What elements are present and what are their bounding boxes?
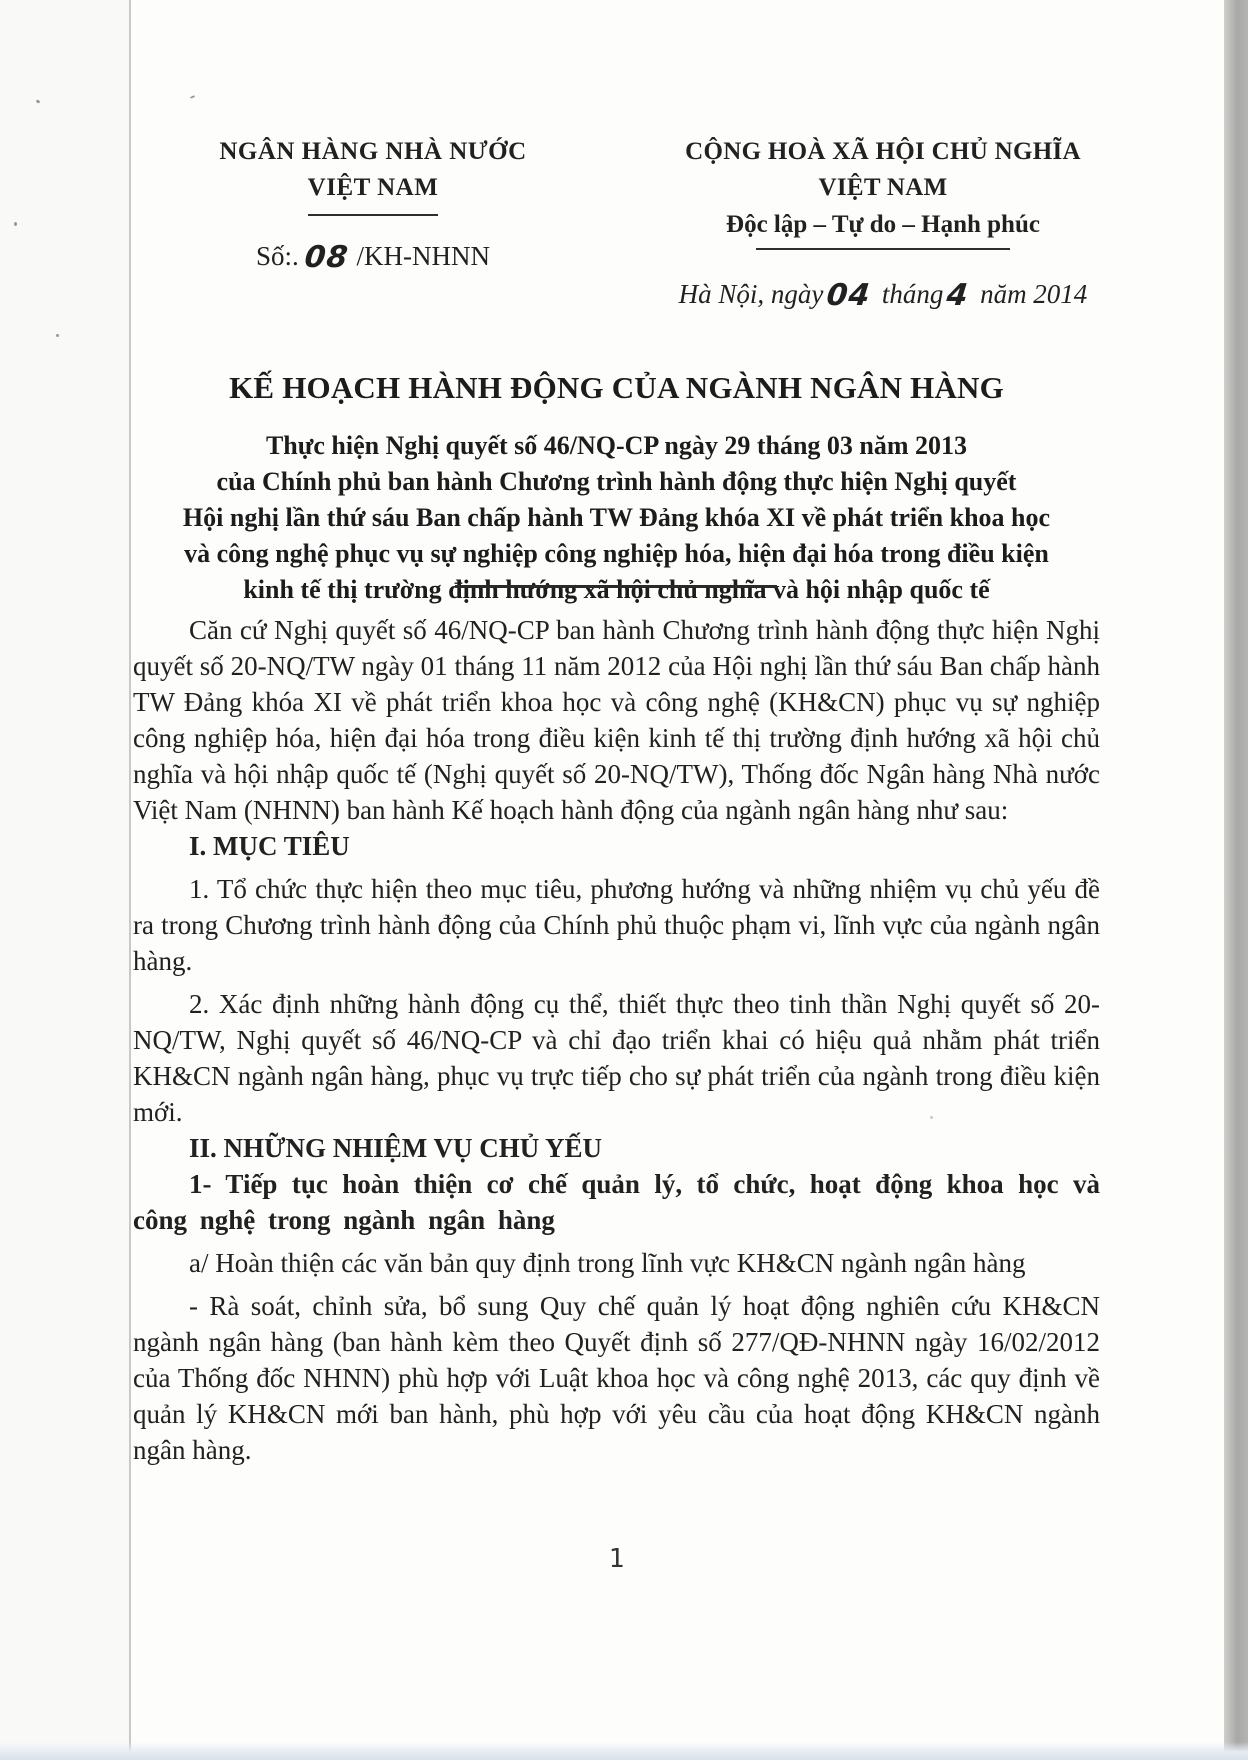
subtitle-line: Hội nghị lần thứ sáu Ban chấp hành TW Đảng khóa XI về phát triển khoa học: [182, 503, 1051, 532]
scan-speck: [56, 334, 59, 337]
subtitle-line: kinh tế thị trường định hướng xã hội chủ nghĩa và hội nhập quốc tế: [243, 575, 990, 604]
motto-underline: [756, 248, 1010, 250]
subtitle-line: và công nghệ phục vụ sự nghiệp công nghiệp hóa, hiện đại hóa trong điều kiện: [184, 539, 1049, 568]
date-month-label: tháng: [881, 279, 944, 309]
document-title: KẾ HOẠCH HÀNH ĐỘNG CỦA NGÀNH NGÂN HÀNG: [229, 370, 1004, 405]
section-heading-ii: II. NHỮNG NHIỆM VỤ CHỦ YẾU: [189, 1133, 603, 1163]
agency-name-line2: VIỆT NAM: [307, 174, 439, 201]
body-paragraph: Căn cứ Nghị quyết số 46/NQ-CP ban hành Chương trình hành động thực hiện Nghị quyết số 20-NQ/TW ngày 01 tháng 11 năm 2012 của Hội nghị lần thứ sáu Ban chấp hành TW Đảng khóa XI về phát triển khoa học và công nghệ (KH&CN) phục vụ sự nghiệp công nghiệp hóa, hiện đại hóa trong điều kiện kinh tế thị trường định hướng xã hội chủ nghĩa và hội nhập quốc tế (Nghị quyết số 20-NQ/TW), Thống đốc Ngân hàng Nhà nước Việt Nam (NHNN) ban hành Kế hoạch hành động của ngành ngân hàng như sau:: [133, 615, 1100, 825]
independence-motto: Độc lập – Tự do – Hạnh phúc: [726, 211, 1040, 238]
subtitle-line: Thực hiện Nghị quyết số 46/NQ-CP ngày 29 tháng 03 năm 2013: [265, 431, 968, 460]
issuing-agency-block: [193, 134, 553, 273]
document-number: [193, 238, 553, 273]
body-paragraph: 1. Tổ chức thực hiện theo mục tiêu, phương hướng và những nhiệm vụ chủ yếu đề ra trong Chương trình hành động của Chính phủ thuộc phạm vi, lĩnh vực của ngành ngân hàng.: [133, 874, 1100, 976]
scan-right-edge: [1224, 0, 1248, 1760]
body-paragraph: 2. Xác định những hành động cụ thể, thiết thực theo tinh thần Nghị quyết số 20-NQ/TW, Nghị quyết số 46/NQ-CP và chỉ đạo triển khai có hiệu quả nhằm phát triển KH&CN ngành ngân hàng, phục vụ trực tiếp cho sự phát triển của ngành trong điều kiện mới.: [133, 989, 1100, 1127]
scan-left-margin: [0, 0, 131, 1760]
date-day-handwritten: 04: [825, 278, 873, 313]
document-subtitle: [133, 428, 1100, 608]
agency-underline: [308, 214, 438, 216]
task-subheading: 1- Tiếp tục hoàn thiện cơ chế quản lý, tổ chức, hoạt động khoa học và công nghệ trong ngành ngân hàng: [133, 1169, 1100, 1235]
date-month-handwritten: 4: [945, 278, 971, 313]
section-heading-i: I. MỤC TIÊU: [189, 831, 350, 861]
body-paragraph: - Rà soát, chỉnh sửa, bổ sung Quy chế quản lý hoạt động nghiên cứu KH&CN ngành ngân hàng (ban hành kèm theo Quyết định số 277/QĐ-NHNN ngày 16/02/2012 của Thống đốc NHNN) phù hợp với Luật khoa học và công nghệ 2013, các quy định về quản lý KH&CN mới ban hành, phù hợp với yêu cầu của hoạt động KH&CN ngành ngân hàng.: [133, 1291, 1100, 1465]
document-number-suffix: /KH-NHNN: [356, 241, 490, 271]
document-number-handwritten: 08: [302, 240, 351, 275]
document-number-prefix: Số:.: [255, 241, 299, 271]
body-paragraph: a/ Hoàn thiện các văn bản quy định trong lĩnh vực KH&CN ngành ngân hàng: [189, 1248, 1026, 1278]
title-divider-rule: [455, 585, 777, 588]
document-content: [133, 0, 1100, 1760]
national-header-block: [673, 134, 1093, 311]
agency-name-line1: NGÂN HÀNG NHÀ NƯỚC: [219, 138, 527, 165]
page-number: 1: [608, 1544, 625, 1574]
subtitle-line: của Chính phủ ban hành Chương trình hành động thực hiện Nghị quyết: [216, 467, 1017, 496]
document-body: [133, 612, 1100, 1468]
country-motto-line: CỘNG HOÀ XÃ HỘI CHỦ NGHĨA VIỆT NAM: [685, 138, 1081, 201]
date-year: năm 2014: [980, 279, 1088, 309]
scan-speck: [14, 222, 17, 226]
date-prefix: Hà Nội, ngày: [678, 279, 824, 309]
place-date-line: [673, 276, 1093, 311]
